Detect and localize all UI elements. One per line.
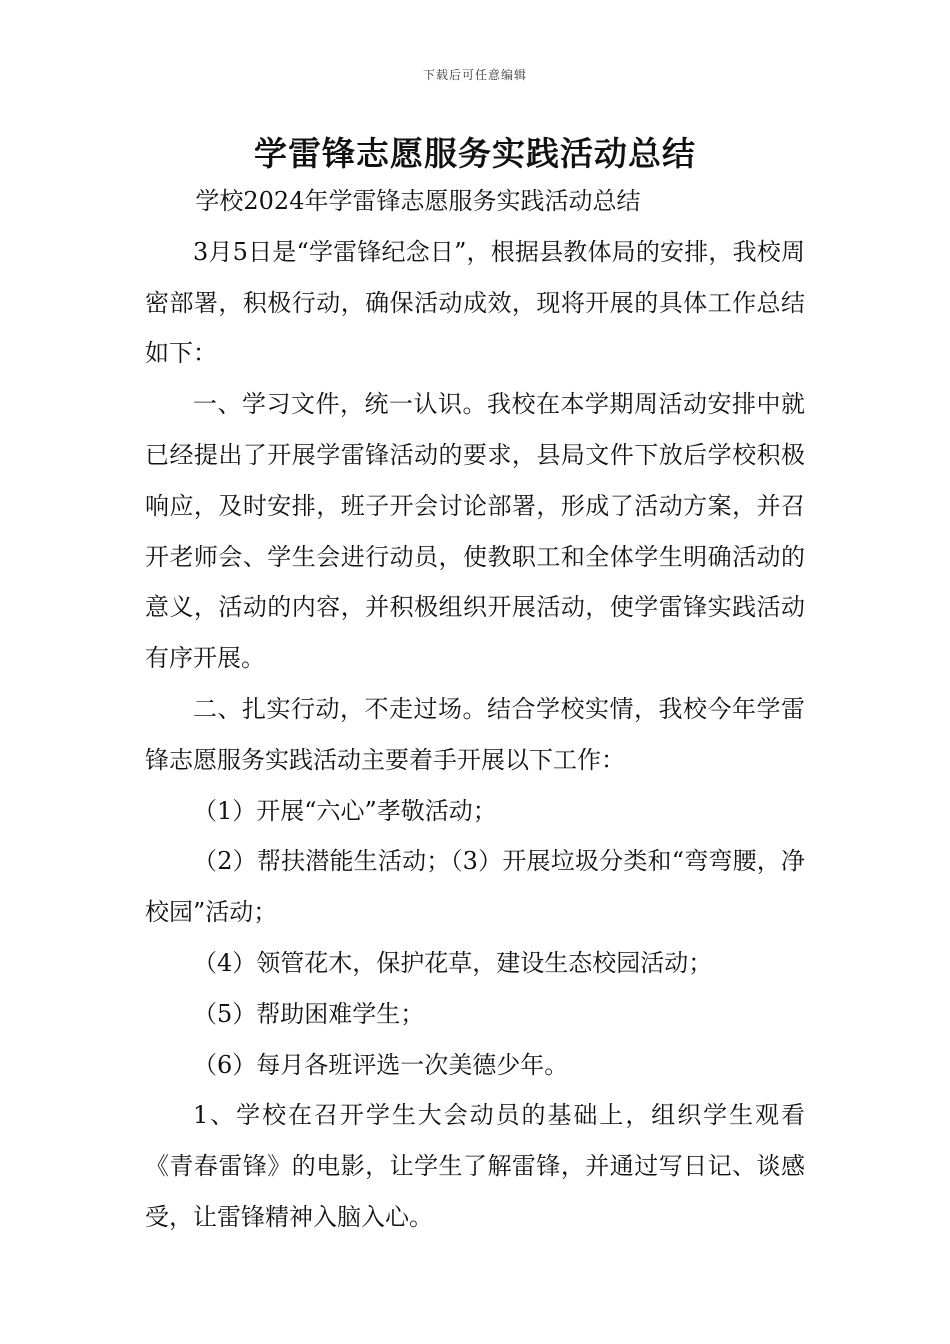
- point-one-paragraph: 1、学校在召开学生大会动员的基础上，组织学生观看《青春雷锋》的电影，让学生了解雷锋，并通过写日记、谈感受，让雷锋精神入脑入心。: [145, 1101, 805, 1231]
- list-item-1: （1）开展“六心”孝敬活动；: [193, 796, 497, 825]
- subtitle-paragraph: 学校2024年学雷锋志愿服务实践活动总结: [195, 187, 641, 215]
- intro-paragraph: 3月5日是“学雷锋纪念日”，根据县教体局的安排，我校周密部署，积极行动，确保活动成效，现将开展的具体工作总结如下：: [145, 237, 805, 368]
- header-note: 下载后可任意编辑: [422, 68, 527, 82]
- list-item-6: （6）每月各班评选一次美德少年。: [193, 1050, 569, 1079]
- section-one-paragraph: 一、学习文件，统一认识。我校在本学期周活动安排中就已经提出了开展学雷锋活动的要求，县局文件下放后学校积极响应，及时安排，班子开会讨论部署，形成了活动方案，并召开老师会、学生会进行动员，使教职工和全体学生明确活动的意义，活动的内容，并积极组织开展活动，使学雷锋实践活动有序开展。: [145, 390, 805, 673]
- section-two-paragraph: 二、扎实行动，不走过场。结合学校实情，我校今年学雷锋志愿服务实践活动主要着手开展以下工作：: [145, 694, 805, 774]
- document-body: [145, 176, 805, 1243]
- list-item-4: （4）领管花木，保护花草，建设生态校园活动；: [193, 948, 713, 977]
- list-item-5: （5）帮助困难学生；: [193, 999, 425, 1028]
- list-item-2-3: （2）帮扶潜能生活动；（3）开展垃圾分类和“弯弯腰，净校园”活动；: [145, 847, 805, 927]
- document-title: 学雷锋志愿服务实践活动总结: [254, 134, 696, 173]
